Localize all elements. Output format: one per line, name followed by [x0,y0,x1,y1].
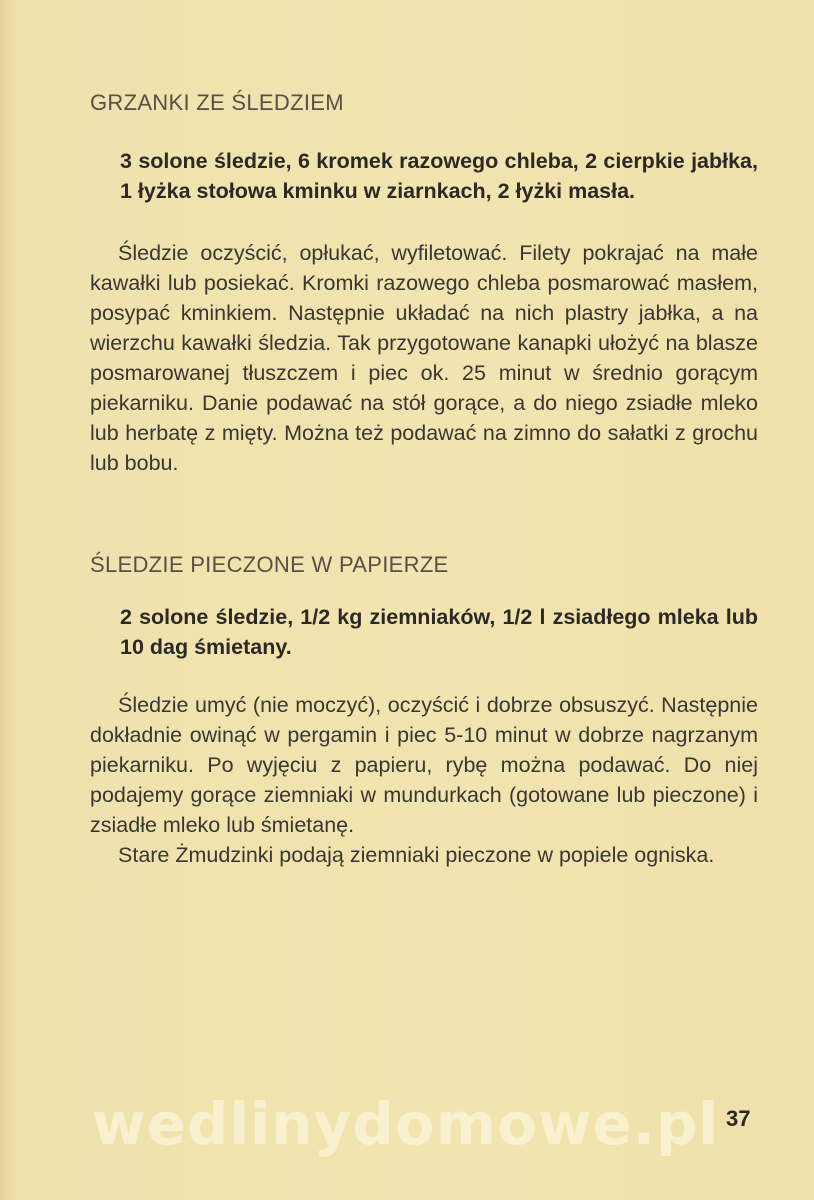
recipe-note-sledzie-pieczone [90,840,758,870]
page-content [90,86,758,870]
recipe-ingredients-grzanki: 3 solone śledzie, 6 kromek razowego chleba, 2 cierpkie jabłka, 1 łyżka stołowa kminku w ziarnkach, 2 łyżki masła. [120,149,758,203]
recipe-title-grzanki: GRZANKI ZE ŚLEDZIEM [90,90,344,115]
instructions-text: Śledzie oczyścić, opłukać, wyfiletować. Filety pokrajać na małe kawałki lub posiekać. Kromki razowego chleba posmarować masłem, posypać kminkiem. Następnie układać na nich plastry jabłka, a na wierzchu kawałki śledzia. Tak przygotowane kanapki ułożyć na blasze posmarowanej tłuszczem i piec ok. 25 minut w średnio gorącym piekarniku. Danie podawać na stół gorące, a do niego zsiadłe mleko lub herbatę z mięty. Można też podawać na zimno do sałatki z grochu lub bobu. [90,241,758,475]
recipe-title-sledzie-pieczone: ŚLEDZIE PIECZONE W PAPIERZE [90,552,449,577]
watermark: wedlinydomowe.pl [92,1090,720,1158]
recipe-ingredients-sledzie-pieczone: 2 solone śledzie, 1/2 kg ziemniaków, 1/2 l zsiadłego mleka lub 10 dag śmietany. [120,605,758,659]
recipe-instructions-sledzie-pieczone [90,690,758,840]
instructions-text: Śledzie umyć (nie moczyć), oczyścić i dobrze obsuszyć. Następnie dokładnie owinąć w pergamin i piec 5-10 minut w dobrze nagrzanym piekarniku. Po wyjęciu z papieru, rybę można podawać. Do niej podajemy gorące ziemniaki w mundurkach (gotowane lub pieczone) i zsiadłe mleko lub śmietanę. [90,693,758,837]
note-text: Stare Żmudzinki podają ziemniaki pieczone w popiele ogniska. [118,843,715,867]
page-number: 37 [726,1106,751,1131]
recipe-instructions-grzanki [90,238,758,478]
